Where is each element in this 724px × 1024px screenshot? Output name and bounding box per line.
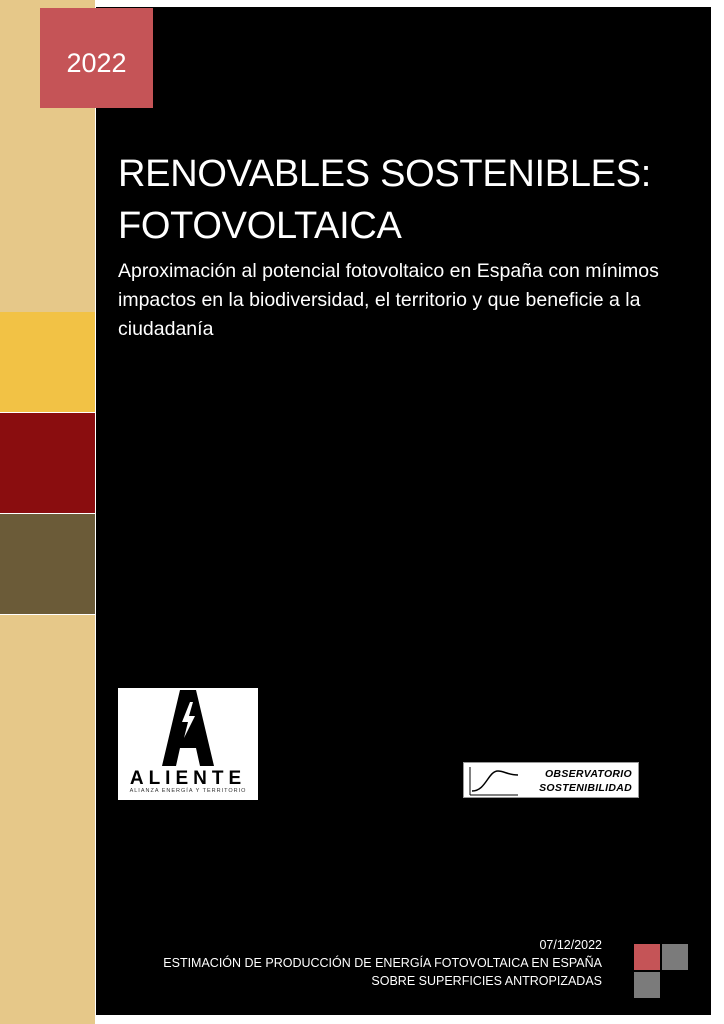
- title-line-2: FOTOVOLTAICA: [118, 205, 402, 247]
- lightning-a-icon: [162, 688, 214, 768]
- sidebar-strip-yellow: [0, 312, 95, 412]
- page-title: [118, 148, 708, 252]
- footer-block: [163, 936, 602, 990]
- color-sidebar: [0, 0, 95, 1024]
- sidebar-strip-olive: [0, 514, 95, 614]
- year-text: 2022: [66, 47, 127, 78]
- decor-square-red: [634, 944, 660, 970]
- aliente-tagline: ALIANZA ENERGÍA Y TERRITORIO: [129, 788, 247, 794]
- decor-square-gray: [662, 944, 688, 970]
- observatorio-line-1: OBSERVATORIO: [544, 768, 632, 780]
- page-subtitle: Aproximación al potencial fotovoltaico en España con mínimos impactos en la biodiversidad, el territorio y que beneficie a la ciudadanía: [118, 260, 659, 340]
- decor-square-gray-lower: [634, 972, 660, 998]
- footer-line-1: ESTIMACIÓN DE PRODUCCIÓN DE ENERGÍA FOTOVOLTAICA EN ESPAÑA: [163, 956, 602, 970]
- observatorio-line-2: SOSTENIBILIDAD: [539, 782, 632, 794]
- footer-date: 07/12/2022: [539, 938, 602, 952]
- curve-graph-icon: [468, 765, 520, 797]
- aliente-logo: [118, 688, 258, 800]
- footer-line-2: SOBRE SUPERFICIES ANTROPIZADAS: [371, 974, 602, 988]
- title-line-1: RENOVABLES SOSTENIBLES:: [118, 153, 652, 195]
- sidebar-strip-dark-red: [0, 413, 95, 513]
- aliente-wordmark: ALIENTE: [129, 768, 247, 789]
- year-badge: [40, 8, 153, 108]
- observatorio-logo: [463, 762, 639, 798]
- sidebar-strip-tan-bottom: [0, 615, 95, 1024]
